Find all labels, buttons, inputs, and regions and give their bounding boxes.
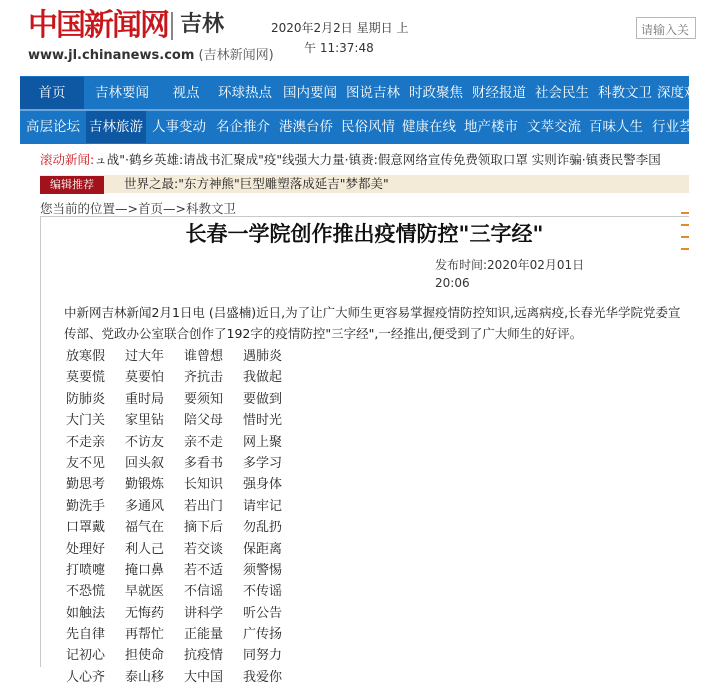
- verse-phrase: 口罩戴: [66, 520, 106, 536]
- nav-item[interactable]: 财经报道: [472, 85, 526, 101]
- publish-time-line-2: 20:06: [435, 276, 470, 290]
- verse-phrase: 再帮忙: [125, 627, 165, 643]
- verse-row: [66, 539, 302, 560]
- verse-phrase: 利人己: [125, 541, 165, 557]
- verse-phrase: 重时局: [125, 391, 165, 407]
- nav-item[interactable]: 吉林旅游: [86, 111, 146, 143]
- verse-phrase: 请牢记: [243, 498, 283, 514]
- verse-row: [66, 603, 302, 624]
- nav-item[interactable]: 高层论坛: [26, 119, 80, 135]
- verse-phrase: 不信谣: [184, 584, 224, 600]
- side-mark: [681, 248, 689, 250]
- verse-phrase: 若不适: [184, 562, 224, 578]
- verse-phrase: 不走亲: [66, 434, 106, 450]
- logo-divider: [171, 12, 173, 40]
- verse-phrase: 网上聚: [243, 434, 283, 450]
- verse-phrase: 我爱你: [243, 669, 283, 685]
- verse-phrase: 不恐慌: [66, 584, 106, 600]
- verse-phrase: 放寒假: [66, 349, 106, 364]
- logo-text: 中国新闻网: [28, 8, 168, 43]
- verse-phrase: 掩口鼻: [125, 562, 165, 578]
- verse-phrase: 回头叙: [125, 455, 165, 471]
- verse-phrase: 多看书: [184, 455, 224, 471]
- nav-item[interactable]: 环球热点: [218, 85, 272, 101]
- verse-phrase: 处理好: [66, 541, 106, 557]
- nav-row-secondary: [20, 111, 712, 143]
- verse-row: [66, 560, 302, 581]
- verse-phrase: 莫要慌: [66, 370, 106, 386]
- verse-phrase: 先自律: [66, 627, 106, 643]
- ticker-label: 滚动新闻:: [40, 152, 95, 167]
- verse-phrase: 陪父母: [184, 413, 224, 429]
- article-title: 长春一学院创作推出疫情防控"三字经": [185, 221, 544, 246]
- verse-phrase: 家里钻: [125, 413, 165, 429]
- verse-phrase: 若出门: [184, 498, 224, 514]
- verse-phrase: 记初心: [66, 648, 106, 664]
- verse-phrase: 如触法: [66, 605, 106, 621]
- verse-phrase: 打喷嚏: [66, 562, 106, 578]
- header-date: [271, 18, 411, 58]
- verse-phrase: 人心齐: [66, 669, 106, 685]
- verse-phrase: 正能量: [184, 627, 224, 643]
- article-body: [64, 302, 682, 344]
- verse-phrase: 讲科学: [184, 605, 224, 621]
- verse-phrase: 不传谣: [243, 584, 283, 600]
- verse-phrase: 要做到: [243, 391, 283, 407]
- verse-phrase: 保距离: [243, 541, 283, 557]
- nav-item[interactable]: 科教文卫: [598, 85, 652, 101]
- verse-phrase: 多通风: [125, 498, 165, 514]
- verse-phrase: 勿乱扔: [243, 520, 283, 536]
- nav-item[interactable]: 视点: [172, 85, 200, 101]
- verse-phrase: 若交谈: [184, 541, 224, 557]
- nav-row-primary: [20, 77, 712, 109]
- verse-phrase: 长知识: [184, 477, 224, 493]
- verse-row: [66, 346, 302, 367]
- nav-item[interactable]: 健康在线: [402, 119, 456, 135]
- verse-phrase: 勤思考: [66, 477, 106, 493]
- side-mark: [681, 212, 689, 214]
- nav-item[interactable]: 图说吉林: [346, 85, 400, 101]
- nav-item[interactable]: 港澳台侨: [279, 119, 333, 135]
- nav-item[interactable]: 民俗风情: [341, 119, 395, 135]
- verse-phrase: 不访友: [125, 434, 165, 450]
- verse-row: [66, 367, 302, 388]
- editor-pick-bar: [40, 175, 689, 193]
- nav-item[interactable]: 国内要闻: [283, 85, 337, 101]
- nav-item[interactable]: 人事变动: [152, 119, 206, 135]
- verse-phrase: 广传扬: [243, 627, 283, 643]
- verse-phrase: 多学习: [243, 455, 283, 471]
- verse-phrase: 我做起: [243, 370, 283, 386]
- verse-phrase: 抗疫情: [184, 648, 224, 664]
- verse-phrase: 惜时光: [243, 413, 283, 429]
- publish-time-line-1: 发布时间:2020年02月01日: [435, 258, 585, 272]
- verse-row: [66, 389, 302, 410]
- article-lead: 中新网吉林新闻2月1日电 (吕盛楠)近日,为了让广大师生更容易掌握疫情防控知识,远离病疫,长春光华学院党委宣传部、党政办公室联合创作了192字的疫情防控"三字经",一经推出,便受到了广大师生的好评。: [64, 305, 681, 341]
- nav-item[interactable]: 行业荟萃: [652, 119, 706, 135]
- nav-item[interactable]: 地产楼市: [464, 119, 518, 135]
- verse-phrase: 早就医: [125, 584, 165, 600]
- verse-phrase: 无悔药: [125, 605, 165, 621]
- verse-phrase: 福气在: [125, 520, 165, 536]
- verse-phrase: 勤洗手: [66, 498, 106, 514]
- verse-phrase: 齐抗击: [184, 370, 224, 386]
- nav-item[interactable]: 名企推介: [216, 119, 270, 135]
- verse-phrase: 要须知: [184, 391, 224, 407]
- verse-phrase: 过大年: [125, 349, 165, 364]
- news-ticker: [40, 150, 689, 170]
- verse-phrase: 大门关: [66, 413, 106, 429]
- verse-phrase: 遇肺炎: [243, 349, 283, 364]
- verse-row: [66, 453, 302, 474]
- verse-row: [66, 624, 302, 645]
- verse-phrase: 大中国: [184, 669, 224, 685]
- nav-item[interactable]: 时政聚焦: [409, 85, 463, 101]
- verse-phrase: 摘下后: [184, 520, 224, 536]
- verse-phrase: 担使命: [125, 648, 165, 664]
- verse-phrase: 亲不走: [184, 434, 224, 450]
- nav-item[interactable]: 首页: [20, 77, 84, 109]
- date-line-2: 午 11:37:48: [304, 41, 374, 55]
- main-nav: [20, 76, 711, 144]
- verse-row: [66, 667, 302, 688]
- verse-row: [66, 581, 302, 602]
- site-url-note: (吉林新闻网): [198, 48, 274, 63]
- editor-pick-link[interactable]: 世界之最:"东方神熊"巨型雕塑落成延吉"梦都美": [124, 176, 389, 191]
- verse-phrase: 泰山移: [125, 669, 165, 685]
- editor-pick-label: 编辑推荐: [40, 176, 104, 194]
- search-input[interactable]: 请输入关: [636, 17, 696, 39]
- verse-phrase: 谁曾想: [184, 349, 224, 364]
- verse-phrase: 同努力: [243, 648, 283, 664]
- verse-row: [66, 410, 302, 431]
- verse-phrase: 勤锻炼: [125, 477, 165, 493]
- verse-phrase: 听公告: [243, 605, 283, 621]
- logo-city: 吉林: [180, 12, 225, 37]
- verse-block: [66, 346, 302, 688]
- verse-row: [66, 517, 302, 538]
- breadcrumb[interactable]: 您当前的位置—>首页—>科教文卫: [40, 201, 236, 216]
- site-logo[interactable]: [28, 8, 233, 48]
- verse-phrase: 强身体: [243, 477, 283, 493]
- nav-item[interactable]: 深度观察: [657, 85, 711, 101]
- nav-item[interactable]: 文萃交流: [527, 119, 581, 135]
- date-line-1: 2020年2月2日 星期日 上: [271, 21, 409, 35]
- nav-item[interactable]: 吉林要闻: [95, 85, 149, 101]
- site-url[interactable]: [28, 44, 274, 63]
- verse-phrase: 莫要怕: [125, 370, 165, 386]
- nav-item[interactable]: 百味人生: [589, 119, 643, 135]
- ticker-text[interactable]: ュ战"·鹤乡英雄:请战书汇聚成"疫"线强大力量·镇赉:假意网络宣传免费领取口罩 实则诈骗·镇赉民警李国: [94, 152, 661, 167]
- nav-item[interactable]: 社会民生: [535, 85, 589, 101]
- verse-row: [66, 432, 302, 453]
- verse-phrase: 防肺炎: [66, 391, 106, 407]
- verse-phrase: 须警惕: [243, 562, 283, 578]
- verse-row: [66, 496, 302, 517]
- verse-row: [66, 645, 302, 666]
- verse-phrase: 友不见: [66, 455, 106, 471]
- site-url-domain: www.jl.chinanews.com: [28, 48, 195, 63]
- verse-row: [66, 474, 302, 495]
- publish-time: [435, 256, 585, 292]
